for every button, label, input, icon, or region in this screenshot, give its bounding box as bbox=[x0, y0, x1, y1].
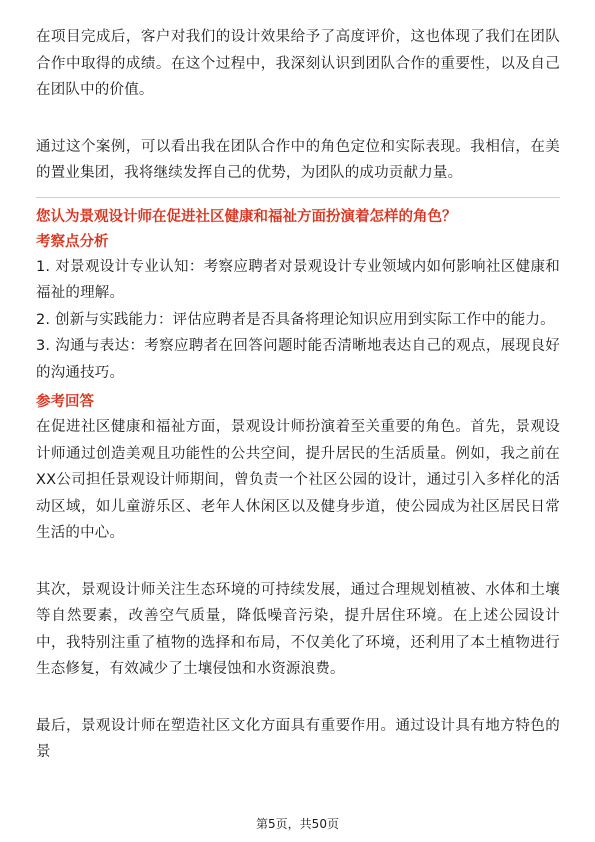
answer-paragraph-3: 最后，景观设计师在塑造社区文化方面具有重要作用。通过设计具有地方特色的景 bbox=[36, 717, 560, 760]
page-number-label: 第5页，共50页 bbox=[256, 817, 339, 831]
page-content bbox=[36, 24, 560, 766]
intro-paragraph-2: 通过这个案例，可以看出我在团队合作中的角色定位和实际表现。我相信，在美的置业集团，我将继续发挥自己的优势，为团队的成功贡献力量。 bbox=[36, 138, 560, 181]
page-footer bbox=[0, 815, 595, 832]
answer-paragraph-1: 在促进社区健康和福祉方面，景观设计师扮演着至关重要的角色。首先，景观设计师通过创造美观且功能性的公共空间，提升居民的生活质量。例如，我之前在XX公司担任景观设计师期间，曾负责一个社区公园的设计，通过引入多样化的活动区域，如儿童游乐区、老年人休闲区以及健身步道，使公园成为社区居民日常生活的中心。 bbox=[36, 419, 560, 541]
analysis-item-3: 3. 沟通与表达：考察应聘者在回答问题时能否清晰地表达自己的观点，展现良好的沟通技巧。 bbox=[36, 338, 560, 381]
analysis-item-2: 2. 创新与实践能力：评估应聘者是否具备将理论知识应用到实际工作中的能力。 bbox=[36, 311, 555, 328]
answer-heading: 参考回答 bbox=[36, 394, 94, 410]
analysis-item-1: 1. 对景观设计专业认知：考察应聘者对景观设计专业领域内如何影响社区健康和福祉的理解。 bbox=[36, 258, 560, 301]
section-divider bbox=[36, 197, 560, 198]
analysis-heading: 考察点分析 bbox=[36, 233, 109, 250]
interview-question: 您认为景观设计师在促进社区健康和福祉方面扮演着怎样的角色？ bbox=[36, 208, 457, 225]
intro-paragraph-1: 在项目完成后，客户对我们的设计效果给予了高度评价，这也体现了我们在团队合作中取得的成绩。在这个过程中，我深刻认识到团队合作的重要性，以及自己在团队中的价值。 bbox=[36, 29, 560, 98]
answer-paragraph-2: 其次，景观设计师关注生态环境的可持续发展，通过合理规划植被、水体和土壤等自然要素，改善空气质量，降低噪音污染，提升居住环境。在上述公园设计中，我特别注重了植物的选择和布局，不仅美化了环境，还利用了本土植物进行生态修复，有效减少了土壤侵蚀和水资源浪费。 bbox=[36, 581, 560, 677]
